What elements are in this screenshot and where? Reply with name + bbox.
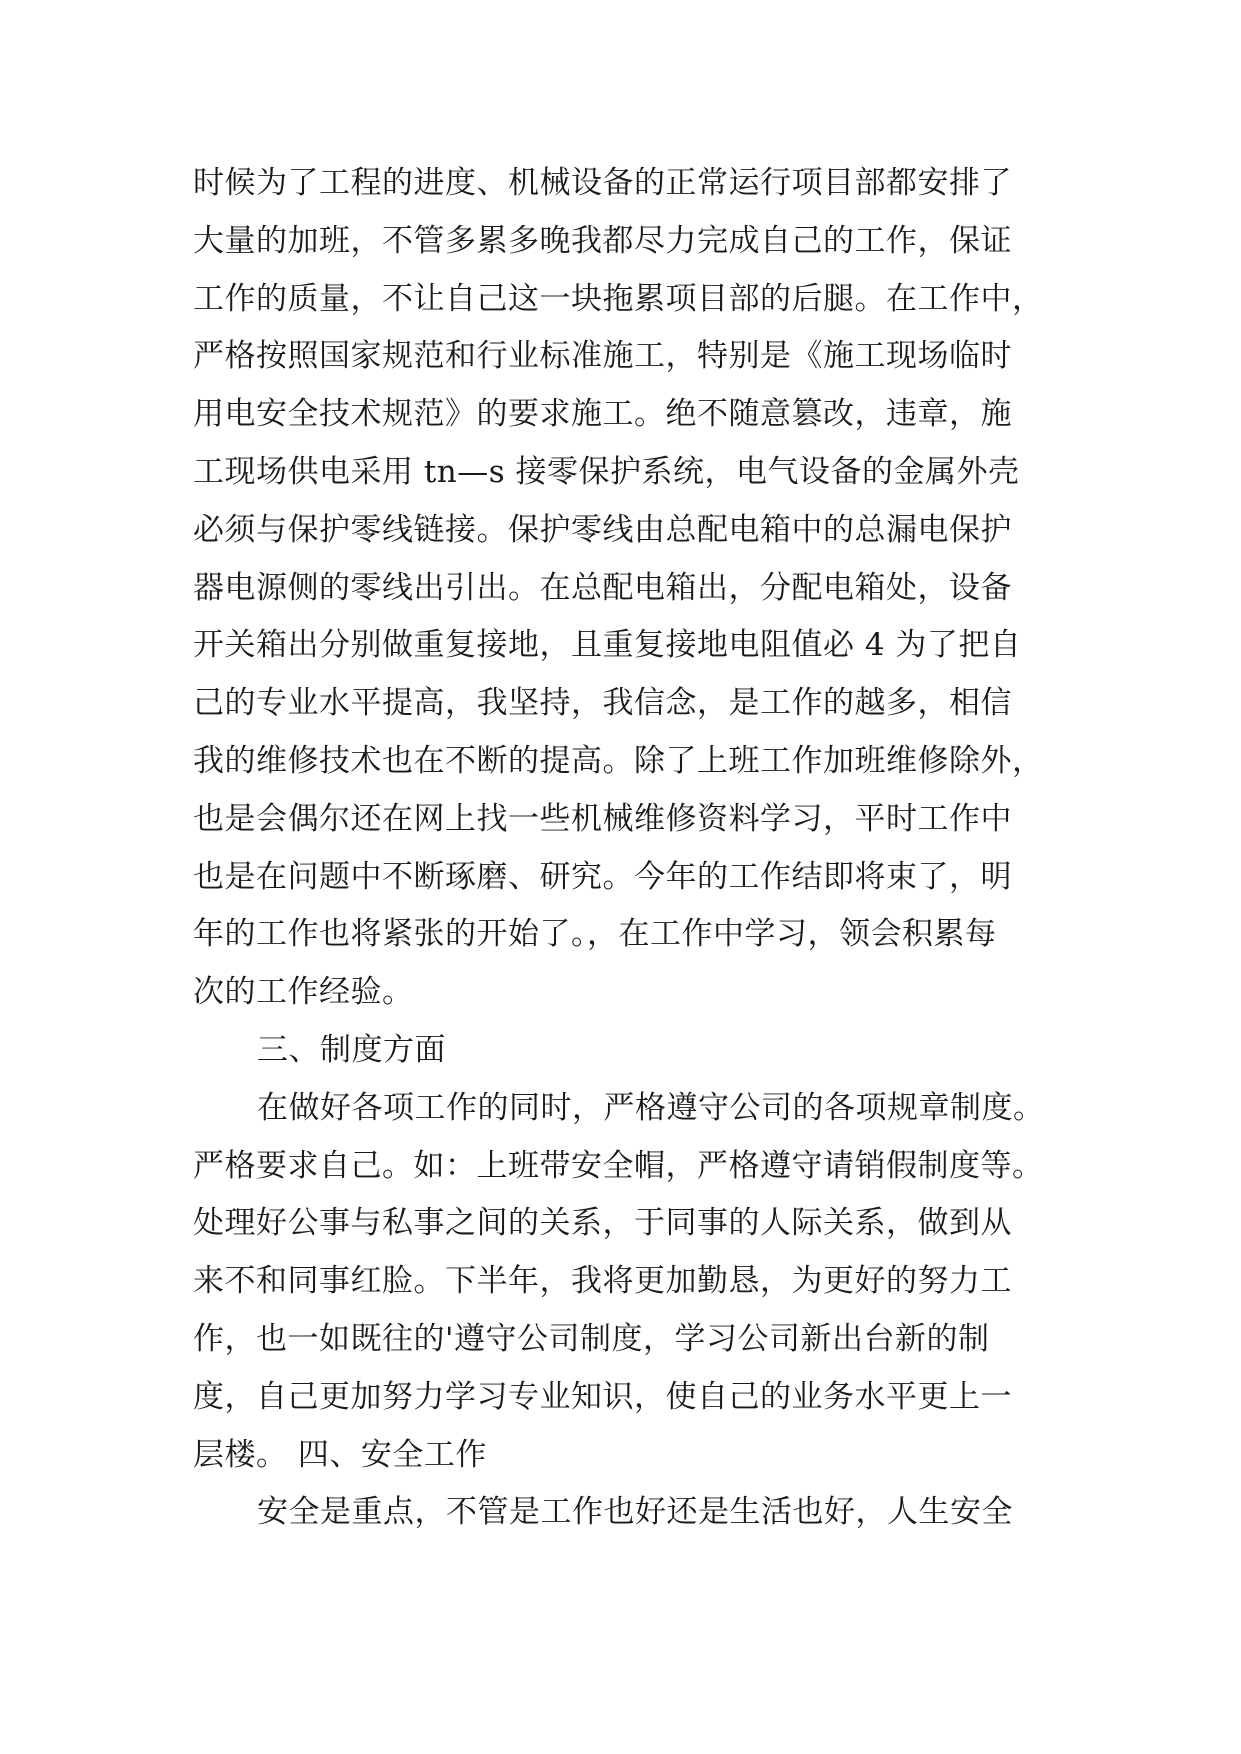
body-text	[193, 155, 1053, 1542]
text-line: 作，也一如既往的'遵守公司制度，学习公司新出台新的制	[193, 1320, 990, 1357]
paragraph-start-line: 在做好各项工作的同时，严格遵守公司的各项规章制度。	[257, 1089, 1045, 1126]
text-line: 也是在问题中不断琢磨、研究。今年的工作结即将束了，明	[193, 858, 1012, 895]
text-line: 来不和同事红脸。下半年，我将更加勤恳，为更好的努力工	[193, 1263, 1012, 1300]
text-line: 器电源侧的零线出引出。在总配电箱出，分配电箱处，设备	[193, 569, 1012, 606]
text-line: 必须与保护零线链接。保护零线由总配电箱中的总漏电保护	[193, 511, 1012, 548]
text-line: 我的维修技术也在不断的提高。除了上班工作加班维修除外，	[193, 742, 1044, 779]
paragraph-start-line: 安全是重点，不管是工作也好还是生活也好，人生安全	[257, 1494, 1013, 1531]
text-line: 次的工作经验。	[193, 974, 414, 1011]
section-heading: 三、制度方面	[257, 1031, 446, 1068]
text-line: 也是会偶尔还在网上找一些机械维修资料学习，平时工作中	[193, 800, 1012, 837]
text-line: 时候为了工程的进度、机械设备的正常运行项目部都安排了	[193, 165, 1012, 201]
text-line: 工现场供电采用 tn—s 接零保护系统，电气设备的金属外壳	[193, 453, 1020, 490]
text-line: 层楼。 四、安全工作	[193, 1436, 487, 1473]
text-line: 工作的质量，不让自己这一块拖累项目部的后腿。在工作中，	[193, 280, 1044, 317]
text-line: 大量的加班，不管多累多晚我都尽力完成自己的工作，保证	[193, 222, 1012, 259]
text-line: 度，自己更加努力学习专业知识，使自己的业务水平更上一	[193, 1378, 1012, 1415]
text-line: 严格要求自己。如：上班带安全帽，严格遵守请销假制度等。	[193, 1147, 1044, 1184]
text-line: 处理好公事与私事之间的关系，于同事的人际关系，做到从	[193, 1205, 1012, 1242]
text-line: 用电安全技术规范》的要求施工。绝不随意篡改，违章，施	[193, 396, 1012, 433]
text-line: 年的工作也将紧张的开始了。，在工作中学习，领会积累每	[193, 916, 997, 953]
text-line: 严格按照国家规范和行业标准施工，特别是《施工现场临时	[193, 338, 1012, 375]
text-line: 己的专业水平提高，我坚持，我信念，是工作的越多，相信	[193, 685, 1012, 722]
text-line: 开关箱出分别做重复接地，且重复接地电阻值必 4 为了把自	[193, 627, 1022, 664]
